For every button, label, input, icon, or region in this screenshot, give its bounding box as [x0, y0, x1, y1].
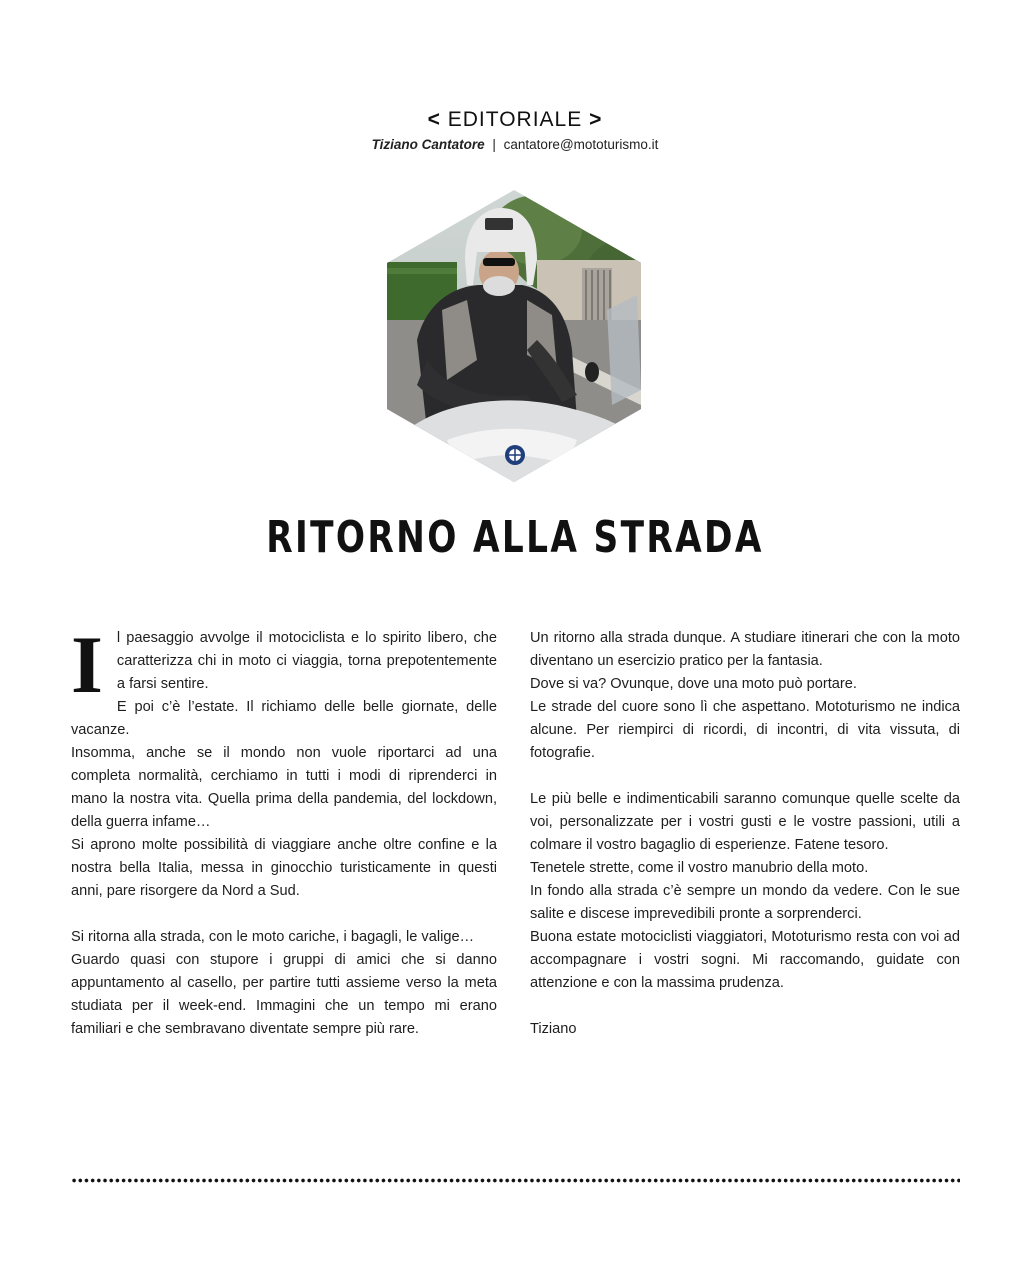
paragraph-gap — [71, 903, 497, 926]
paragraph: E poi c’è l’estate. Il richiamo delle belle giornate, delle vacanze. — [71, 699, 497, 738]
article-column-left — [71, 619, 497, 1041]
paragraph: Insomma, anche se il mondo non vuole riportarci ad una completa normalità, cerchiamo in tutti i modi di riprenderci in mano la nostra vita. Quella prima della pandemia, del lockdown, della guerra infame… — [71, 745, 497, 830]
paragraph: Tenetele strette, come il vostro manubrio della moto. — [530, 860, 869, 876]
rider-on-motorcycle-photo — [387, 190, 641, 482]
author-name: Tiziano Cantatore — [371, 137, 485, 152]
paragraph: Guardo quasi con stupore i gruppi di amici che si danno appuntamento al casello, per partire tutti assieme verso la meta studiata per il week-end. Immagini che un tempo mi erano familiari e che sembravano diventate sempre più rare. — [71, 952, 497, 1037]
paragraph: Le più belle e indimenticabili saranno comunque quelle scelte da voi, personalizzate per i vostri gusti e le vostre passioni, utili a colmare il vostro bagaglio di esperienze. Fatene tesoro. — [530, 791, 960, 853]
section-heading — [0, 108, 1030, 132]
paragraph: l paesaggio avvolge il motociclista e lo spirito libero, che caratterizza chi in moto ci viaggia, torna prepotentemente a farsi sentire. — [116, 630, 497, 692]
byline-separator: | — [492, 137, 496, 152]
paragraph-gap — [530, 765, 960, 788]
article-headline: RITORNO ALLA STRADA — [266, 512, 764, 563]
right-angle-bracket: > — [589, 108, 603, 131]
signature: Tiziano — [530, 1021, 577, 1037]
paragraph-gap — [530, 995, 960, 1018]
left-angle-bracket: < — [427, 108, 441, 131]
paragraph: In fondo alla strada c’è sempre un mondo da vedere. Con le sue salite e discese imprevedibili pronte a sorprenderci. — [530, 883, 960, 922]
author-photo — [387, 190, 641, 482]
dotted-divider — [71, 1178, 960, 1183]
paragraph: Un ritorno alla strada dunque. A studiare itinerari che con la moto diventano un esercizio pratico per la fantasia. — [530, 630, 960, 669]
paragraph: Si ritorna alla strada, con le moto cariche, i bagagli, le valige… — [71, 929, 475, 945]
paragraph: Si aprono molte possibilità di viaggiare anche oltre confine e la nostra bella Italia, messa in ginocchio turisticamente in questi anni, pare risorgere da Nord a Sud. — [71, 837, 497, 899]
drop-cap: I — [71, 619, 103, 710]
paragraph: Dove si va? Ovunque, dove una moto può portare. — [530, 676, 857, 692]
byline — [0, 137, 1030, 152]
article-column-right — [530, 627, 960, 1041]
paragraph: Buona estate motociclisti viaggiatori, Mototurismo resta con voi ad accompagnare i vostri sogni. Mi raccomando, guidate con attenzione e con la massima prudenza. — [530, 929, 960, 991]
author-email[interactable]: cantatore@mototurismo.it — [503, 137, 659, 152]
paragraph: Le strade del cuore sono lì che aspettano. Mototurismo ne indica alcune. Per riempirci di ricordi, di incontri, di vita vissuta, di fotografie. — [530, 699, 960, 761]
section-label: EDITORIALE — [447, 108, 583, 131]
